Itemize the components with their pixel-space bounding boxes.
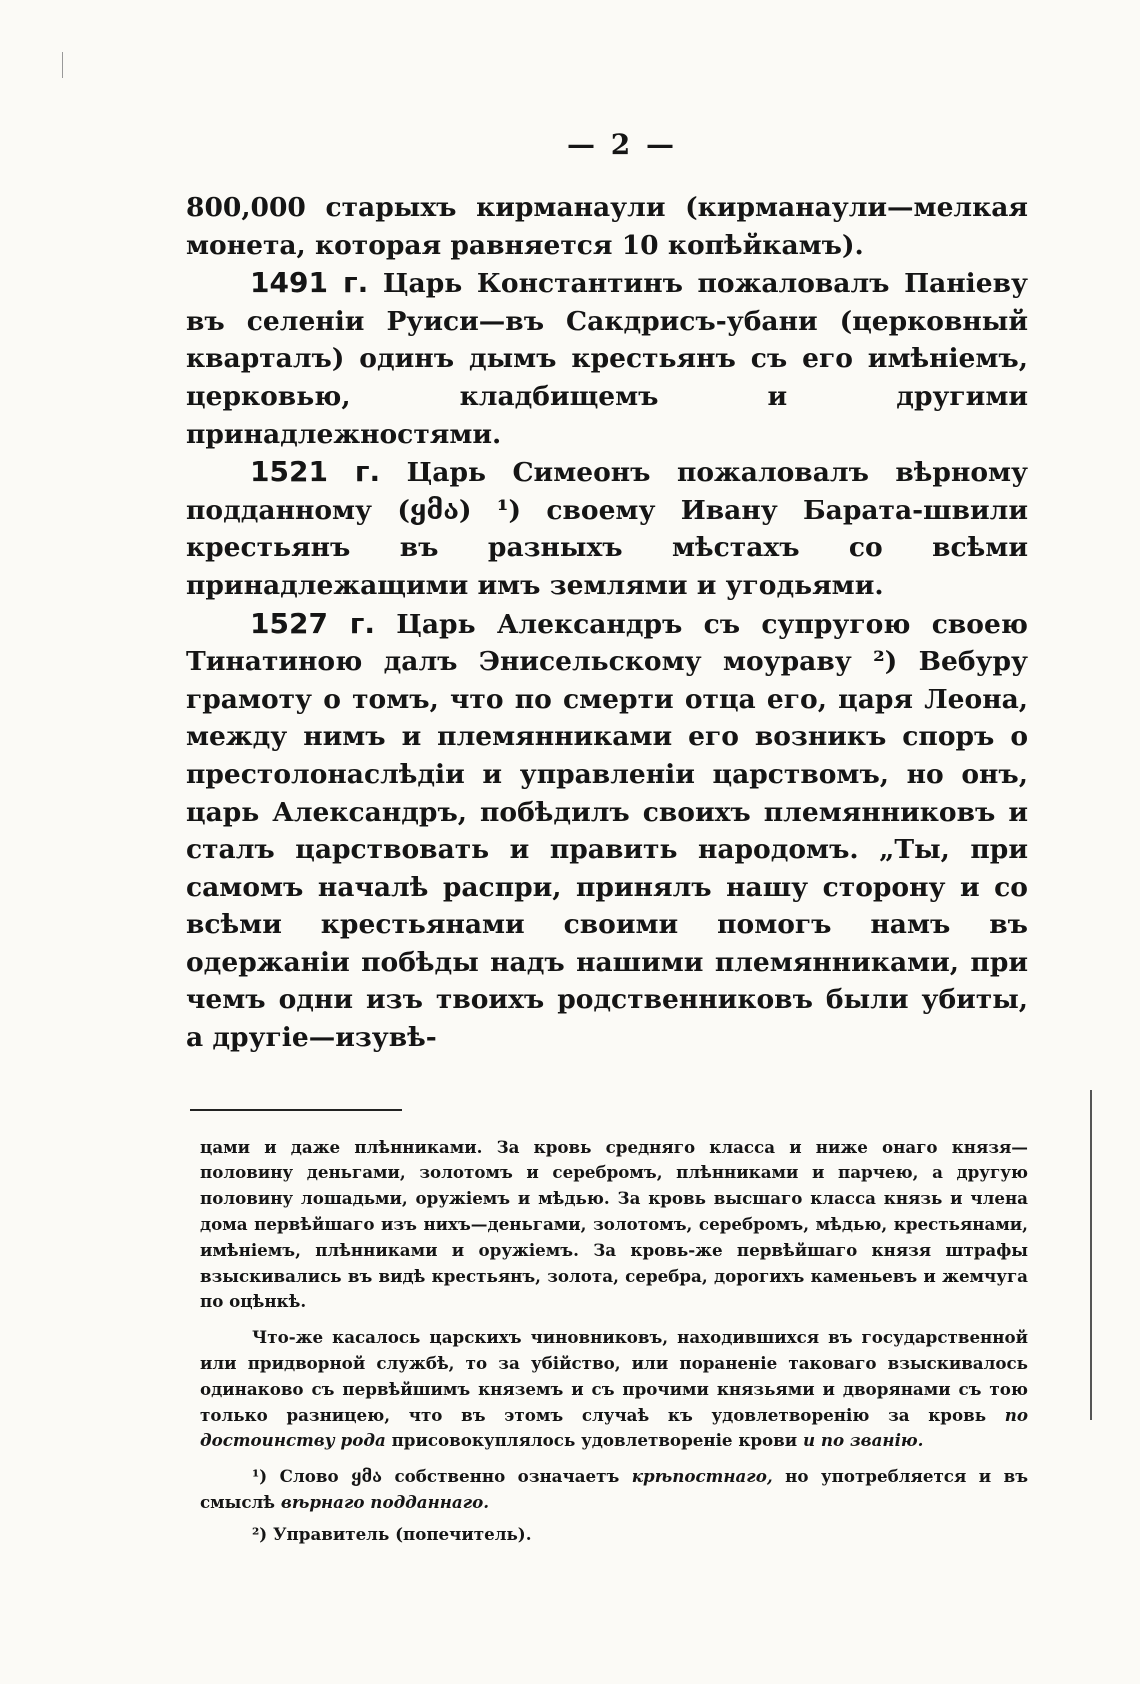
- footnote-emphasis: крѣпостнаго,: [631, 1466, 773, 1487]
- footnote-emphasis: и по званію.: [802, 1430, 924, 1451]
- footnote-text: Что-же касалось царскихъ чиновниковъ, находившихся въ государственной или придворной службѣ, то за убійство, или пораненіе таковаго взыскивалось одинаково съ первѣйшимъ княземъ и съ прочими князьями и дворянами съ тою только разницею, что въ этомъ случаѣ къ удовлетворенію за кровь: [200, 1327, 1028, 1425]
- year-heading: 1521 г.: [250, 455, 381, 489]
- paragraph-continuation: 800,000 старыхъ кирманаули (кирманаули—мелкая монета, которая равняется 10 копѣйкамъ).: [186, 192, 1028, 261]
- paragraph-1527: [186, 605, 1028, 1057]
- footnotes: [186, 1135, 1028, 1548]
- page-number: — 2 —: [567, 128, 677, 161]
- footnote-emphasis: по достоинству рода: [200, 1404, 1028, 1451]
- paragraph-text: Царь Александръ съ супругою своею Тинатиною далъ Энисельскому моураву ²) Вебуру грамоту о томъ, что по смерти отца его, царя Леона, между нимъ и племянниками его возникъ споръ о престолонаслѣдіи и управленіи царствомъ, но онъ, царь Александръ, побѣдилъ своихъ племянниковъ и сталъ царствовать и править народомъ. „Ты, при самомъ началѣ распри, принялъ нашу сторону и со всѣми крестьянами своими помогъ намъ въ одержаніи побѣды надъ нашими племянниками, при чемъ одни изъ твоихъ родственниковъ были убиты, а другіе—изувѣ-: [186, 608, 1028, 1054]
- footnote-text: присовокуплялось удовлетвореніе крови: [385, 1430, 803, 1451]
- paragraph-1521: [186, 453, 1028, 604]
- footnote-2: ²) Управитель (попечитель).: [252, 1523, 532, 1544]
- footnote-officials: [200, 1325, 1028, 1454]
- footnote-continuation: цами и даже плѣнниками. За кровь средняго класса и ниже онаго князя—половину деньгами, золотомъ и серебромъ, плѣнниками и парчею, а другую половину лошадьми, оружіемъ и мѣдью. За кровь высшаго класса князь и члена дома первѣйшаго изъ нихъ—деньгами, золотомъ, серебромъ, мѣдью, крестьянами, имѣніемъ, плѣнниками и оружіемъ. За кровь-же первѣйшаго князя штрафы взыскивались въ видѣ крестьянъ, золота, серебра, дорогихъ каменьевъ и жемчуга по оцѣнкѣ.: [200, 1136, 1028, 1312]
- paragraph-text: Царь Симеонъ пожаловалъ вѣрному подданному (ყმა) ¹) своему Ивану Барата-швили крестьянъ въ разныхъ мѣстахъ со всѣми принадлежащими имъ землями и угодьями.: [186, 457, 1028, 601]
- footnote-divider: [190, 1109, 402, 1111]
- paragraph-text: Царь Константинъ пожаловалъ Паніеву въ селеніи Руиси—въ Сакдрисъ-убани (церковный кварталъ) одинъ дымъ крестьянъ съ его имѣніемъ, церковью, кладбищемъ и другими принадлежностями.: [186, 268, 1028, 450]
- footnote-text: но употребляется и въ смыслѣ: [200, 1466, 1029, 1513]
- scan-margin-mark: [62, 52, 63, 78]
- scan-edge-line: [1090, 1090, 1092, 1420]
- footnote-1: [200, 1464, 1028, 1516]
- year-heading: 1491 г.: [250, 266, 369, 300]
- footnote-emphasis: вѣрнаго подданнаго.: [280, 1492, 490, 1513]
- footnote-text: ¹) Слово ყმა собственно означаетъ: [252, 1466, 632, 1487]
- main-text: [186, 189, 1028, 1057]
- paragraph-1491: [186, 264, 1028, 453]
- year-heading: 1527 г.: [250, 606, 375, 640]
